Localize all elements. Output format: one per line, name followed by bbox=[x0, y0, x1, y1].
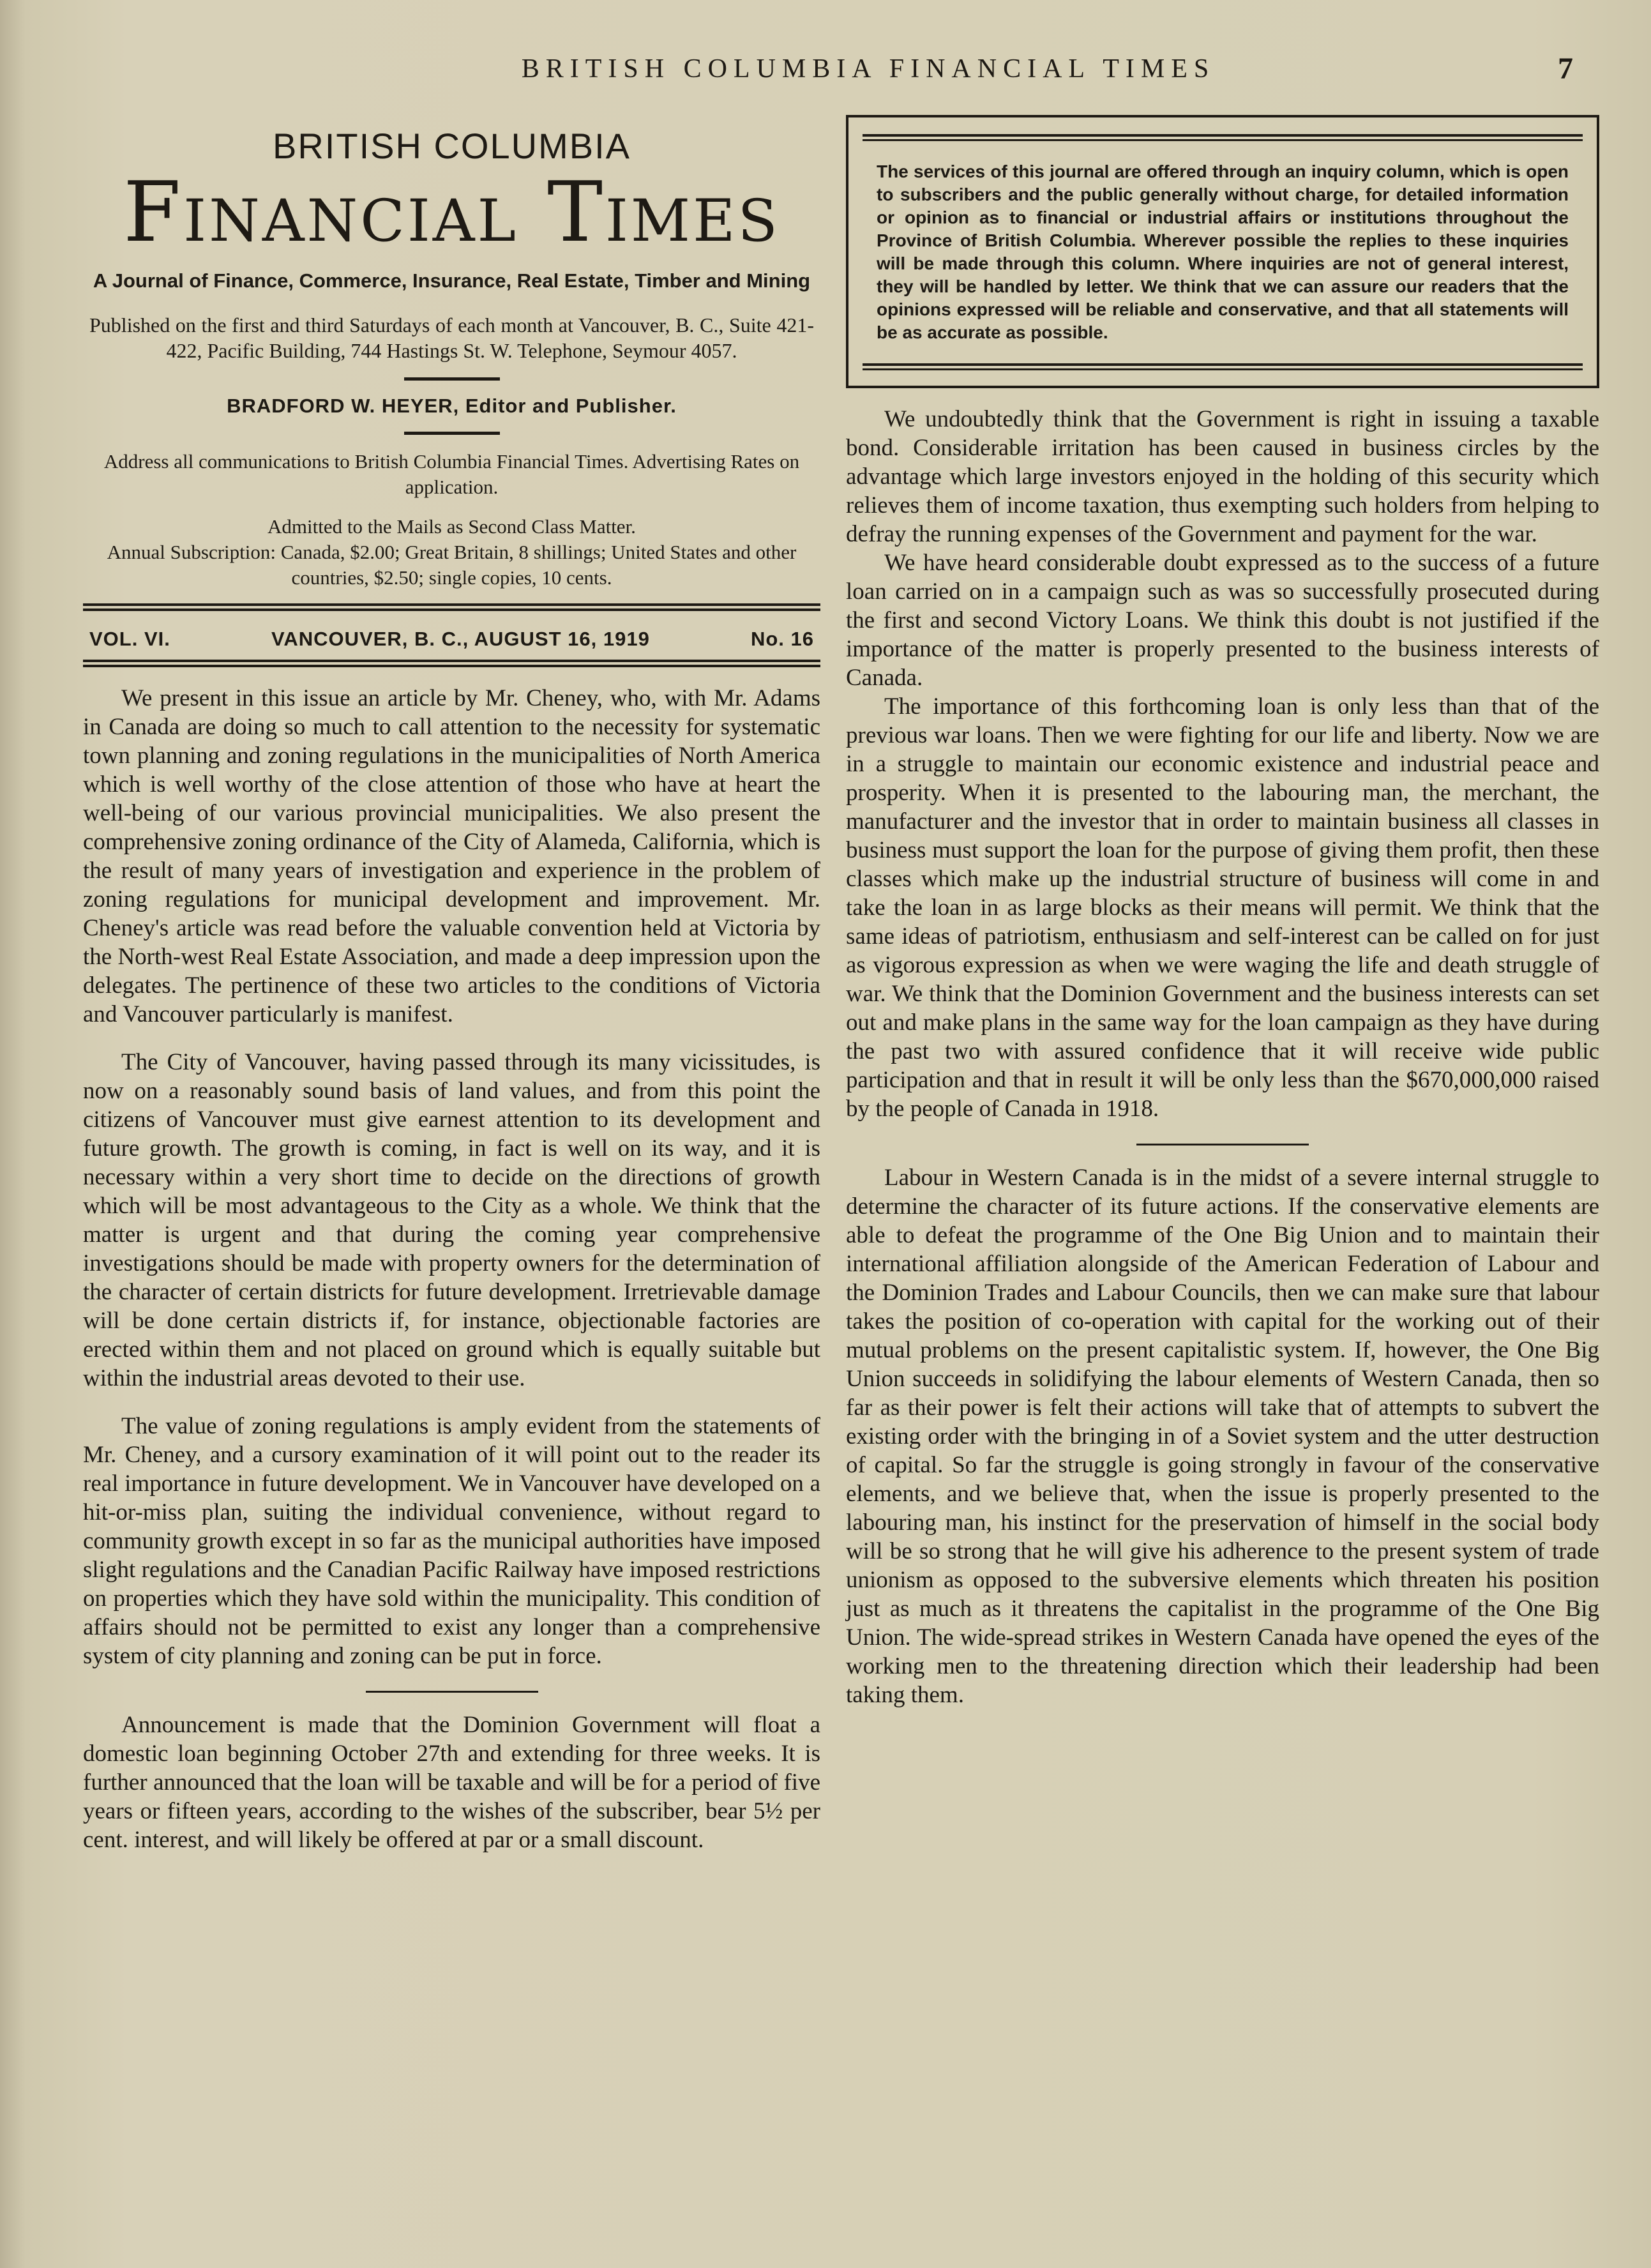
left-paragraph-3: The value of zoning regulations is amply evident from the statements of Mr. Cheney, and a cursory examination of it will point out to the reader its real importance in future development. We in Vancouver have developed on a hit-or-miss plan, suiting the individual convenience, without regard to community growth except in so far as the municipal authorities have imposed slight regulations and the Canadian Pacific Railway have imposed restrictions on properties which they have sold within the municipality. This condition of affairs should not be permitted to exist any longer than a comprehensive system of city planning and zoning can be put in force. bbox=[83, 1413, 820, 1669]
right-paragraph-2: We have heard considerable doubt expressed as to the success of a future loan carried on in a campaign such as was so successfully prosecuted during the first and second Victory Loans. We think this doubt is not justified if the importance of the matter is properly presented to the business interests of Canada. bbox=[846, 550, 1599, 691]
masthead-title: Financial Times bbox=[123, 163, 780, 261]
notice-rule bbox=[863, 134, 1583, 141]
editor-line: BRADFORD W. HEYER, Editor and Publisher. bbox=[227, 395, 677, 417]
rule bbox=[404, 377, 500, 381]
page-number: 7 bbox=[1558, 52, 1573, 86]
separator-rule bbox=[1136, 1144, 1309, 1145]
publication-info: Published on the first and third Saturdays of each month at Vancouver, B. C., Suite 421-422, Pacific Building, 744 Hastings St. W. Telephone, Seymour 4057. bbox=[89, 314, 814, 362]
place-date: VANCOUVER, B. C., AUGUST 16, 1919 bbox=[271, 628, 650, 650]
running-title: BRITISH COLUMBIA FINANCIAL TIMES bbox=[521, 54, 1216, 84]
separator-rule bbox=[366, 1691, 538, 1693]
running-header bbox=[0, 50, 1651, 88]
double-rule bbox=[83, 660, 820, 667]
volume-line bbox=[83, 619, 820, 660]
notice-text: The services of this journal are offered through an inquiry column, which is open to subscribers and the public generally without charge, for detailed information or opinion as to financial or industrial affairs or institutions throughout the Province of British Columbia. Wherever possible the replies to these inquiries will be made through this column. Where inquiries are not of general interest, they will be handled by letter. We think that we can assure our readers that the opinions expressed will be reliable and conservative, and that all statements will be as accurate as possible. bbox=[877, 162, 1569, 342]
left-column bbox=[83, 115, 820, 1854]
right-column bbox=[846, 115, 1599, 1709]
left-paragraph-1: We present in this issue an article by Mr. Cheney, who, with Mr. Adams in Canada are doing so much to call attention to the necessity for systematic town planning and zoning regulations in the municipalities of North America which is well worthy of the close attention of those who have at heart the well-being of our various provincial municipalities. We also present the comprehensive zoning ordinance of the City of Alameda, California, which is the result of many years of investigation and experience in the problem of zoning regulations for municipal development and improvement. Mr. Cheney's article was read before the valuable convention held at Victoria by the North-west Real Estate Association, and made a deep impression upon the delegates. The pertinence of these two articles to the conditions of Victoria and Vancouver particularly is manifest. bbox=[83, 685, 820, 1027]
mail-line: Admitted to the Mails as Second Class Matter. bbox=[268, 515, 636, 538]
left-paragraph-4: Announcement is made that the Dominion Government will float a domestic loan beginning October 27th and extending for three weeks. It is further announced that the loan will be taxable and will be for a period of five years or fifteen years, according to the wishes of the subscriber, bear 5½ per cent. interest, and will likely be offered at par or a small discount. bbox=[83, 1712, 820, 1853]
left-paragraph-2: The City of Vancouver, having passed through its many vicissitudes, is now on a reasonably sound basis of land values, and from this point the citizens of Vancouver must give earnest attention to its development and future growth. The growth is coming, in fact is well on its way, and it is necessary within a very short time to decide on the directions of growth which will be most advantageous to the City as a whole. We think that the matter is urgent and that during the coming year comprehensive investigations should be made with property owners for the determination of the character of certain districts for future development. Irretrievable damage will be done certain districts if, for instance, objectionable factories are erected within them and not placed on ground which is equally suitable but within the industrial areas devoted to their use. bbox=[83, 1049, 820, 1391]
notice-box bbox=[846, 115, 1599, 388]
rule bbox=[404, 432, 500, 435]
volume: VOL. VI. bbox=[89, 628, 170, 650]
right-paragraph-4: Labour in Western Canada is in the midst of a severe internal struggle to determine the character of its future actions. If the conservative elements are able to defeat the programme of the One Big Union and to maintain their international affiliation alongside of the American Federation of Labour and the Dominion Trades and Labour Councils, then we can make sure that labour takes the position of co-operation with capital for the working out of their mutual problems on the present capitalistic system. If, however, the One Big Union succeeds in solidifying the labour elements of Western Canada, then so far as their power is felt their actions will take that of attempts to subvert the existing order with the bringing in of a Soviet system and the utter destruction of capital. So far the struggle is going strongly in favour of the conservative elements, and we believe that, when the issue is properly presented to the labouring man, his instinct for the preservation of himself in the social body will be so strong that he will give his adherence to the present system of trade unionism as opposed to the subversive elements which threaten his position just as much as it threatens the capitalist in the programme of the One Big Union. The wide-spread strikes in Western Canada have opened the eyes of the working men to the threatening direction which their leadership had been taking them. bbox=[846, 1165, 1599, 1708]
right-paragraph-1: We undoubtedly think that the Government is right in issuing a taxable bond. Considerable irritation has been caused in business circles by the advantage which large investors enjoyed in the holding of this security which relieves them of income taxation, thus exempting such holders from helping to defray the running expenses of the Government and payment for the war. bbox=[846, 406, 1599, 547]
address-line: Address all communications to British Columbia Financial Times. Advertising Rates on application. bbox=[103, 450, 800, 498]
masthead-subtitle: A Journal of Finance, Commerce, Insurance, Real Estate, Timber and Mining bbox=[93, 269, 811, 292]
masthead-line1: BRITISH COLUMBIA bbox=[273, 126, 631, 166]
subscription-line: Annual Subscription: Canada, $2.00; Great Britain, 8 shillings; United States and other countries, $2.50; single copies, 10 cents. bbox=[107, 541, 797, 589]
right-paragraph-3: The importance of this forthcoming loan is only less than that of the previous war loans. Then we were fighting for our life and liberty. Now we are in a struggle to maintain our economic existence and industrial peace and prosperity. When it is presented to the labouring man, the merchant, the manufacturer and the investor that in order to maintain business all classes in business must support the loan for the purpose of giving them profit, then these classes which make up the industrial structure of business will come in and take the loan in as large blocks as their means will permit. We think that the same ideas of patriotism, enthusiasm and self-interest can be called on for just as vigorous expression as when we were waging the life and death struggle of war. We think that the Dominion Government and the business interests can set out and make plans in the same way for the loan campaign as they have during the past two with assured confidence that it will receive wide public participation and that in result it will be only less than the $670,000,000 raised by the people of Canada in 1918. bbox=[846, 693, 1599, 1122]
notice-rule bbox=[863, 363, 1583, 370]
double-rule bbox=[83, 603, 820, 611]
issue-number: No. 16 bbox=[750, 628, 814, 650]
